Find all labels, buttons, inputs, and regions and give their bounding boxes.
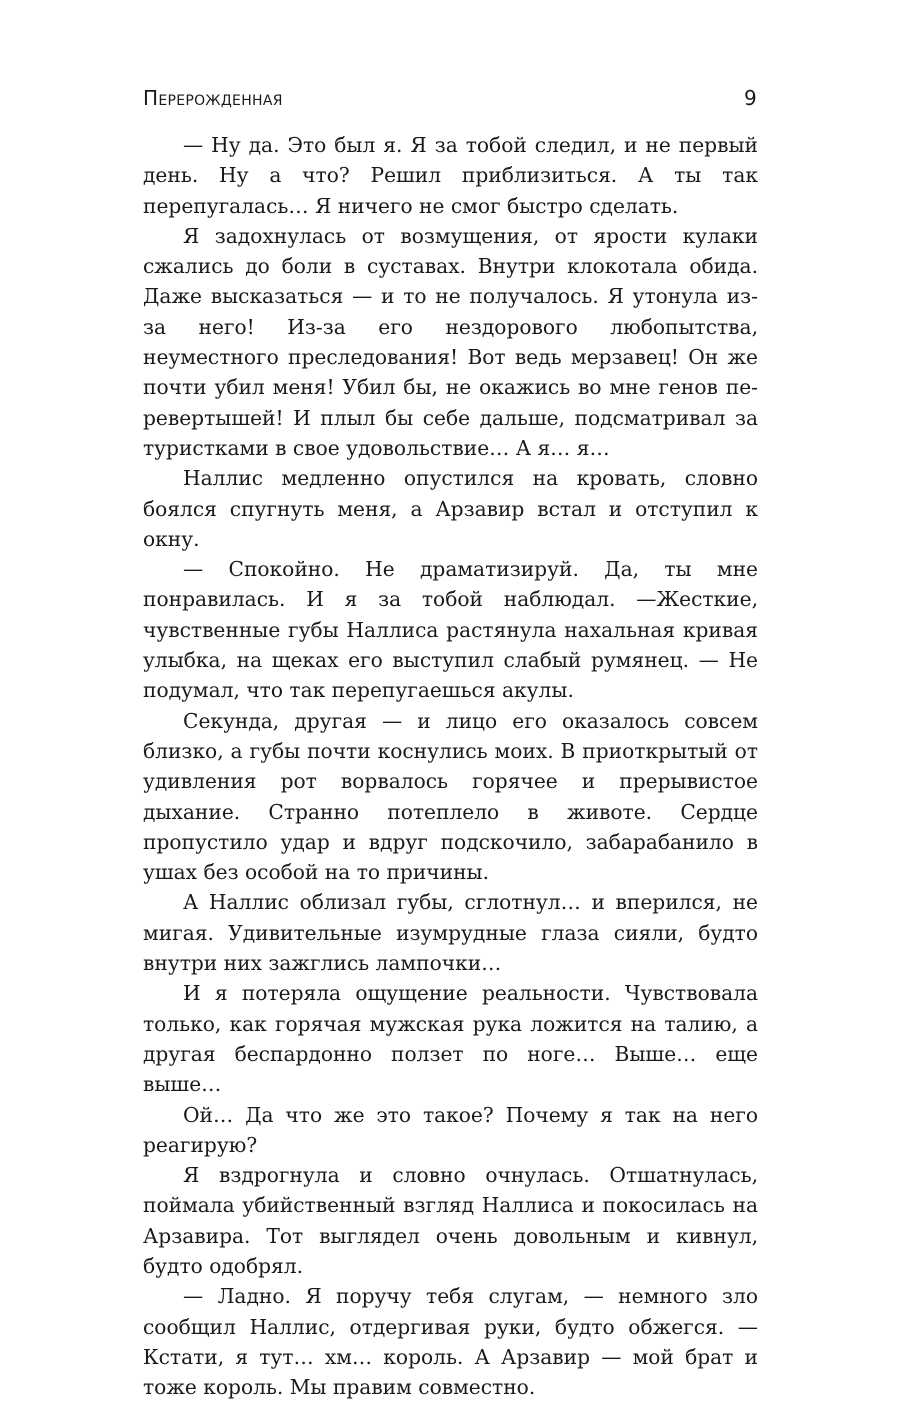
paragraph: — Спокойно. Не драматизируй. Да, ты мне понравилась. И я за тобой наблюдал. —Жесткие, чувственные губы Наллиса растянула нахальная кривая улыбка, на щеках его выступил слабый румянец. — Не подумал, что так перепугаешься акулы. <box>143 557 758 703</box>
paragraph: Ой… Да что же это такое? Почему я так на него реагирую? <box>143 1102 758 1157</box>
book-title: Перерожденная <box>143 86 283 110</box>
paragraph: Я вздрогнула и словно очнулась. Отшатнулась, поймала убийственный взгляд Наллиса и покосилась на Арзавира. Тот выглядел очень довольным и кивнул, будто одобрял. <box>143 1163 758 1278</box>
paragraph: — Ну да. Это был я. Я за тобой следил, и не первый день. Ну а что? Решил приблизиться. А ты так перепугалась… Я ничего не смог быстро сделать. <box>143 133 758 218</box>
paragraph: — Ладно. Я поручу тебя слугам, — немного зло сообщил Наллис, отдергивая руки, будто обжегся. — Кстати, я тут… хм… король. А Арзавир — мой брат и тоже король. Мы правим совместно. <box>143 1284 758 1400</box>
paragraph: Я задохнулась от возмущения, от ярости кулаки сжались до боли в суставах. Внутри клокотала обида. Даже высказаться — и то не получалось. Я утонула из-за него! Из-за его нездорового любопытства, неуместного преследования! Вот ведь мерзавец! Он же почти убил меня! Убил бы, не окажись во мне генов перевертышей! И плыл бы себе дальше, подсматривал за туристками в свое удовольствие… А я… я… <box>143 223 758 460</box>
paragraph: Секунда, другая — и лицо его оказалось совсем близко, а губы почти коснулись моих. В приоткрытый от удивления рот ворвалось горячее и прерывистое дыхание. Странно потеплело в животе. Сердце пропустило удар и вдруг подскочило, забарабанило в ушах без особой на то причины. <box>143 708 758 885</box>
paragraph: А Наллис облизал губы, сглотнул… и вперился, не мигая. Удивительные изумрудные глаза сияли, будто внутри них зажглись лампочки… <box>143 890 758 976</box>
paragraph: И я потеряла ощущение реальности. Чувствовала только, как горячая мужская рука ложится на талию, а другая беспардонно ползет по ноге… Выше… еще выше… <box>143 981 758 1097</box>
running-header <box>143 86 757 114</box>
body-text <box>143 130 758 1402</box>
page-number: 9 <box>743 86 757 110</box>
paragraph: Наллис медленно опустился на кровать, словно боялся спугнуть меня, а Арзавир встал и отступил к окну. <box>143 466 758 551</box>
